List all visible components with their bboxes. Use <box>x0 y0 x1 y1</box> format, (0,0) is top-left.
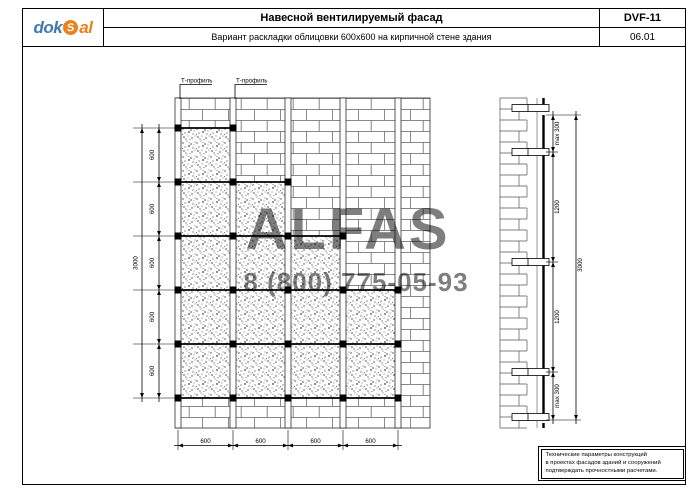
dim-section-max300-bottom: max 300 <box>554 384 561 408</box>
dim-arrow <box>140 393 144 398</box>
t-profile <box>230 98 236 428</box>
t-profile <box>285 98 291 428</box>
dim-arrow <box>157 128 161 133</box>
dim-left-600-2: 600 <box>149 203 156 215</box>
dim-arrow <box>157 236 161 241</box>
dim-left-total-3000: 3000 <box>132 256 140 270</box>
cladding-tile <box>343 344 398 398</box>
dim-arrow <box>551 415 555 420</box>
fastener <box>230 179 237 186</box>
logo-text-al: al <box>79 17 93 37</box>
watermark-phone: 8 (800) 775-05-93 <box>243 267 469 297</box>
cladding-tile <box>288 290 343 344</box>
bracket <box>512 414 549 421</box>
dim-arrow <box>157 290 161 295</box>
dim-arrow <box>157 182 161 187</box>
dim-arrow <box>338 444 343 448</box>
fastener <box>230 125 237 132</box>
note-line: в проектах фасадов зданий и сооружений <box>545 459 661 466</box>
watermark-text: ALFAS <box>245 197 451 262</box>
drawing-title: Навесной вентилируемый фасад <box>104 9 599 28</box>
leader-line <box>180 85 212 100</box>
dim-bottom-600-3: 600 <box>310 438 321 445</box>
cladding-tile <box>233 344 288 398</box>
dim-arrow <box>343 444 348 448</box>
dim-arrow <box>157 285 161 290</box>
dim-arrow <box>551 147 555 152</box>
dim-section-1200-1: 1200 <box>554 200 561 214</box>
fastener <box>340 395 347 402</box>
note-box <box>538 446 686 481</box>
leader-line <box>235 85 267 100</box>
dim-left-600-5: 600 <box>149 365 156 377</box>
dim-arrow <box>551 257 555 262</box>
t-profile <box>395 98 401 428</box>
note-line: Технические параметры конструкций <box>545 452 647 458</box>
note-text <box>541 449 684 479</box>
bracket <box>512 259 549 266</box>
cladding-tile <box>343 290 398 344</box>
dim-bottom-600-2: 600 <box>255 438 266 445</box>
fastener <box>395 395 402 402</box>
dim-bottom-600-1: 600 <box>200 438 211 445</box>
dim-arrow <box>574 115 578 120</box>
dim-left-600-1: 600 <box>149 149 156 161</box>
bracket <box>512 369 549 376</box>
fastener <box>230 341 237 348</box>
cladding-tile <box>178 290 233 344</box>
dim-bottom-600-4: 600 <box>365 438 376 445</box>
dim-arrow <box>574 415 578 420</box>
fastener <box>230 233 237 240</box>
dim-arrow <box>157 231 161 236</box>
cladding-tile <box>178 128 233 182</box>
dim-arrow <box>140 128 144 133</box>
t-profile <box>175 98 181 428</box>
cladding-tile <box>178 236 233 290</box>
cladding-tile <box>288 344 343 398</box>
dim-arrow <box>551 262 555 267</box>
dim-arrow <box>157 339 161 344</box>
dim-arrow <box>551 372 555 377</box>
fastener <box>340 341 347 348</box>
drawing-subtitle: Вариант раскладки облицовки 600x600 на кирпичной стене здания <box>211 32 492 42</box>
dim-left-600-3: 600 <box>149 257 156 269</box>
dim-arrow <box>178 444 183 448</box>
dim-arrow <box>288 444 293 448</box>
fastener <box>395 341 402 348</box>
fastener <box>230 287 237 294</box>
cladding-tile <box>178 344 233 398</box>
dim-arrow <box>228 444 233 448</box>
tprofile-label-2: Т-профиль <box>236 77 268 85</box>
dim-arrow <box>157 177 161 182</box>
dim-section-max300-top: max 300 <box>554 121 561 146</box>
bracket <box>512 105 549 112</box>
dim-section-total-3000: 3000 <box>577 258 584 272</box>
dim-section-1200-2: 1200 <box>554 310 561 324</box>
t-profile <box>340 98 346 428</box>
fastener <box>285 395 292 402</box>
fastener <box>285 179 292 186</box>
dim-arrow <box>157 344 161 349</box>
sheet-number: 06.01 <box>629 31 656 43</box>
dim-arrow <box>551 152 555 157</box>
doc-code: DVF-11 <box>600 9 685 28</box>
tprofile-label-1: Т-профиль <box>181 77 213 85</box>
bracket <box>512 149 549 156</box>
dim-arrow <box>233 444 238 448</box>
dim-arrow <box>393 444 398 448</box>
note-line: подтверждать прочностными расчетами. <box>545 467 658 474</box>
dim-arrow <box>157 393 161 398</box>
dim-arrow <box>551 367 555 372</box>
dim-arrow <box>551 115 555 120</box>
fastener <box>285 341 292 348</box>
fastener <box>230 395 237 402</box>
cladding-tile <box>178 182 233 236</box>
cladding-tile <box>233 290 288 344</box>
logo-text-dok: dok <box>33 17 63 37</box>
logo-s-icon: S <box>62 19 79 36</box>
dim-arrow <box>283 444 288 448</box>
dim-left-600-4: 600 <box>149 311 156 323</box>
